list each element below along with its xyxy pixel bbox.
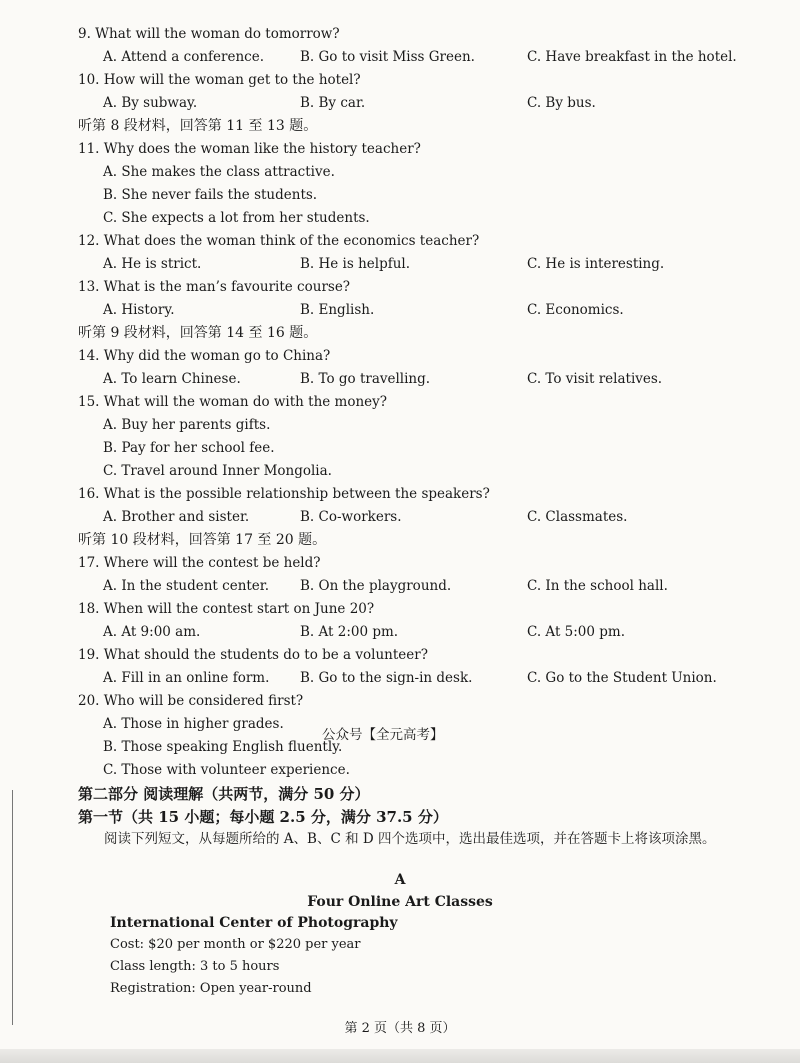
question-text: 18. When will the contest start on June 20? [78,601,375,617]
question-18-options [0,621,800,643]
option-a: A. Those in higher grades. [103,716,284,732]
question-text: 14. Why did the woman go to China? [78,348,331,364]
option-c: C. In the school hall. [527,578,668,594]
part-2-section-1-title: 第一节（共 15 小题；每小题 2.5 分，满分 37.5 分） [78,808,448,826]
question-text: 11. Why does the woman like the history teacher? [78,141,421,157]
passage-subtitle: International Center of Photography [110,915,398,931]
question-11-option-c [0,207,800,229]
question-11-option-b [0,184,800,206]
question-11-option-a [0,161,800,183]
section-9-heading: 听第 9 段材料，回答第 14 至 16 题。 [78,325,318,341]
question-14-options [0,368,800,390]
option-a: A. By subway. [103,95,198,111]
passage-title: Four Online Art Classes [307,894,493,910]
question-15-option-c [0,460,800,482]
part-2-instructions: 阅读下列短文，从每题所给的 A、B、C 和 D 四个选项中，选出最佳选项，并在答题卡上将该项涂黑。 [104,831,716,847]
option-a: A. Buy her parents gifts. [103,417,271,433]
question-11 [0,138,800,160]
passage-registration: Registration: Open year-round [110,981,312,996]
option-c: C. By bus. [527,95,596,111]
option-b: B. She never fails the students. [103,187,318,203]
option-b: B. Pay for her school fee. [103,440,275,456]
option-c: C. Economics. [527,302,624,318]
question-9-options [0,46,800,68]
question-12 [0,230,800,252]
part-2-title: 第二部分 阅读理解（共两节，满分 50 分） [78,785,370,803]
option-b: B. Go to visit Miss Green. [300,49,475,65]
question-13-options [0,299,800,321]
option-a: A. Brother and sister. [103,509,250,525]
option-c: C. To visit relatives. [527,371,663,387]
passage-class-length: Class length: 3 to 5 hours [110,959,280,974]
binding-margin-line [12,790,13,1025]
question-10-options [0,92,800,114]
option-c: C. Travel around Inner Mongolia. [103,463,332,479]
option-b: B. By car. [300,95,366,111]
page-footer: 第 2 页（共 8 页） [344,1021,456,1036]
option-a: A. He is strict. [103,256,202,272]
option-c: C. He is interesting. [527,256,665,272]
passage-letter: A [394,872,406,888]
question-text: 19. What should the students do to be a volunteer? [78,647,428,663]
option-a: A. To learn Chinese. [103,371,241,387]
question-20 [0,690,800,712]
question-17-options [0,575,800,597]
question-19 [0,644,800,666]
question-17 [0,552,800,574]
option-c: C. At 5:00 pm. [527,624,626,640]
question-15-option-b [0,437,800,459]
question-15-option-a [0,414,800,436]
question-text: 12. What does the woman think of the economics teacher? [78,233,480,249]
option-a: A. In the student center. [103,578,270,594]
option-a: A. Fill in an online form. [103,670,270,686]
option-c: C. Those with volunteer experience. [103,762,350,778]
option-b: B. Co-workers. [300,509,402,525]
option-c: C. Classmates. [527,509,628,525]
question-text: 10. How will the woman get to the hotel? [78,72,361,88]
question-19-options [0,667,800,689]
option-b: B. To go travelling. [300,371,431,387]
question-text: 15. What will the woman do with the money? [78,394,388,410]
question-18 [0,598,800,620]
question-text: 20. Who will be considered first? [78,693,304,709]
option-c: C. Have breakfast in the hotel. [527,49,737,65]
question-text: 16. What is the possible relationship between the speakers? [78,486,490,502]
question-13 [0,276,800,298]
question-15 [0,391,800,413]
option-a: A. She makes the class attractive. [103,164,335,180]
question-10 [0,69,800,91]
question-9 [0,23,800,45]
question-16-options [0,506,800,528]
question-text: 9. What will the woman do tomorrow? [78,26,340,42]
option-c: C. Go to the Student Union. [527,670,717,686]
question-text: 17. Where will the contest be held? [78,555,321,571]
question-16 [0,483,800,505]
option-a: A. At 9:00 am. [103,624,201,640]
option-b: B. Those speaking English fluently. [103,739,343,755]
question-14 [0,345,800,367]
question-text: 13. What is the man’s favourite course? [78,279,351,295]
passage-cost: Cost: $20 per month or $220 per year [110,937,361,952]
option-b: B. English. [300,302,375,318]
option-a: A. Attend a conference. [103,49,264,65]
question-20-option-c [0,759,800,781]
option-b: B. At 2:00 pm. [300,624,399,640]
watermark: 公众号【全元高考】 [322,727,444,743]
option-b: B. He is helpful. [300,256,411,272]
option-a: A. History. [103,302,175,318]
section-8-heading: 听第 8 段材料，回答第 11 至 13 题。 [78,118,318,134]
section-10-heading: 听第 10 段材料，回答第 17 至 20 题。 [78,532,327,548]
option-b: B. On the playground. [300,578,452,594]
option-c: C. She expects a lot from her students. [103,210,370,226]
scan-edge [0,1049,800,1063]
question-12-options [0,253,800,275]
option-b: B. Go to the sign-in desk. [300,670,473,686]
